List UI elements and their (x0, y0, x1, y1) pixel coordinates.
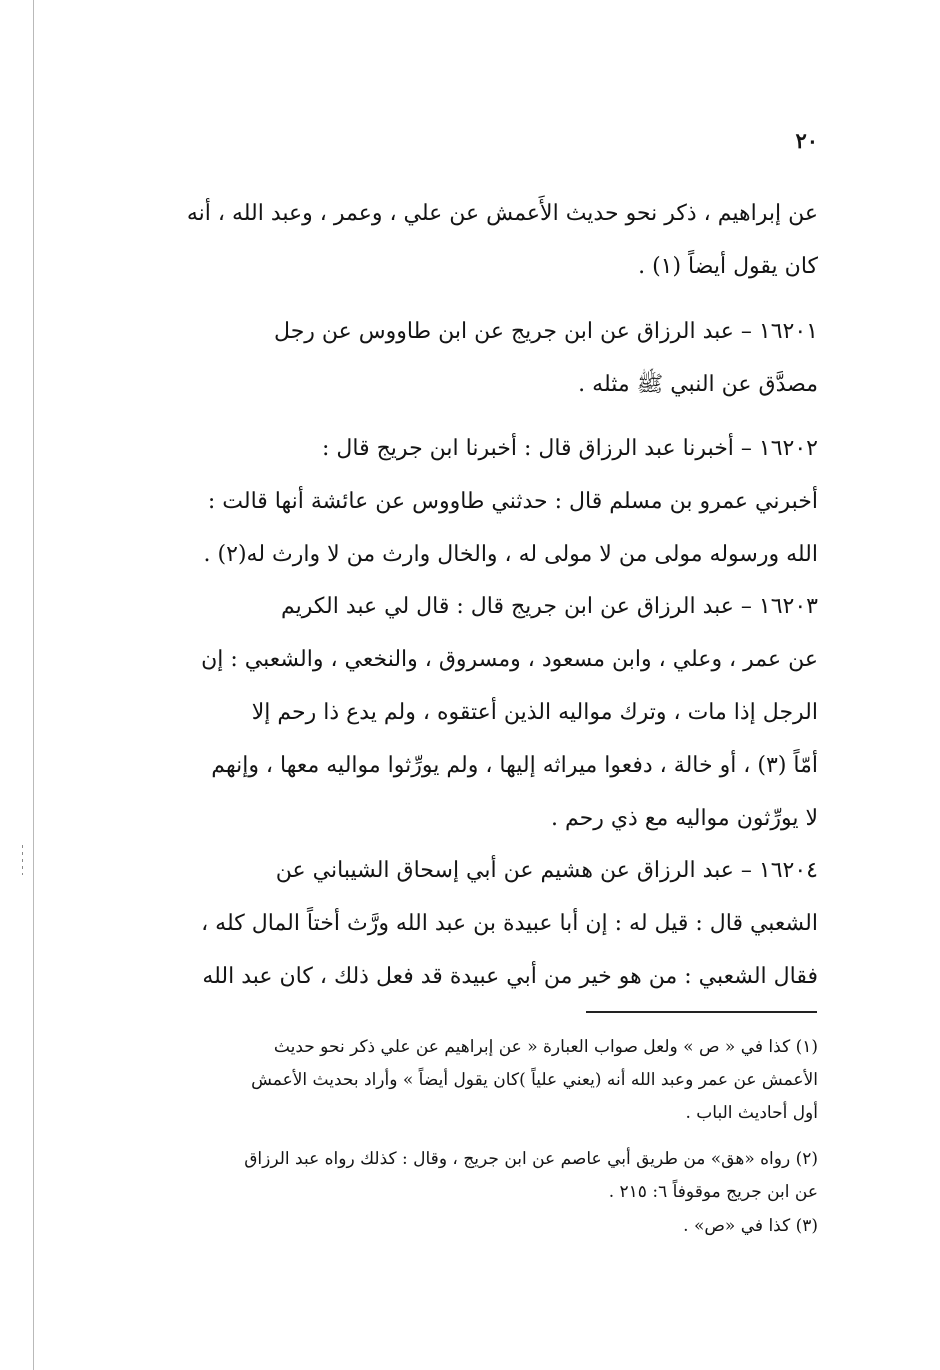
text-line: ١٦٢٠٣ – عبد الرزاق عن ابن جريج قال : قال لي عبد الكريم (280, 594, 818, 619)
hadith-16201 (140, 305, 818, 411)
text-line: كان يقول أيضاً (١) . (638, 254, 818, 279)
footnote-line: عن ابن جريج موقوفاً ٦: ٢١٥ . (608, 1182, 818, 1202)
text-line: الشعبي قال : قيل له : إن أبا عبيدة بن عبد الله ورَّث أختاً المال كله ، (201, 911, 818, 936)
text-line: لا يورِّثون مواليه مع ذي رحم . (550, 806, 818, 831)
text-line: فقال الشعبي : من هو خير من أبي عبيدة قد فعل ذلك ، كان عبد الله (202, 964, 818, 989)
footnote-line: (٢) رواه «هق» من طريق أبي عاصم عن ابن جريج ، وقال : كذلك رواه عبد الرزاق (244, 1149, 818, 1169)
footnote-line: أول أحاديث الباب . (685, 1103, 818, 1123)
footnote-1 (140, 1031, 818, 1130)
footnote-2 (140, 1143, 818, 1209)
text-line: الله ورسوله مولى من لا مولى له ، والخال وارث من لا وارث له(٢) . (203, 542, 818, 567)
text-line: ١٦٢٠٢ – أخبرنا عبد الرزاق قال : أخبرنا ابن جريج قال : (322, 436, 818, 461)
hadith-16202 (140, 422, 818, 581)
hadith-16204 (140, 844, 818, 1003)
text-line: عن إبراهيم ، ذكر نحو حديث الأَعمش عن علي ، وعمر ، وعبد الله ، أنه (186, 201, 818, 226)
text-line: ١٦٢٠١ – عبد الرزاق عن ابن جريج عن ابن طاووس عن رجل (274, 319, 818, 344)
text-line: الرجل إذا مات ، وترك مواليه الذين أعتقوه ، ولم يدع ذا رحم إلا (251, 700, 818, 725)
footnote-line: (١) كذا في « ص » ولعل صواب العبارة « عن إبراهيم عن علي ذكر نحو حديث (273, 1037, 818, 1057)
footnote-line: (٣) كذا في «ص» . (683, 1216, 818, 1236)
page-number: ٢٠ (795, 128, 818, 153)
footnote-separator (586, 1011, 817, 1013)
text-line: ١٦٢٠٤ – عبد الرزاق عن هشيم عن أبي إسحاق الشيباني عن (275, 858, 818, 883)
page-edge-mark (22, 845, 23, 875)
page-edge-line (33, 0, 34, 1370)
hadith-16203 (140, 580, 818, 845)
text-line: أخبرني عمرو بن مسلم قال : حدثني طاووس عن عائشة أنها قالت : (207, 489, 818, 514)
paragraph-continuation (140, 187, 818, 293)
text-line: أمّاً (٣) ، أو خالة ، دفعوا ميراثه إليها ، ولم يورِّثوا مواليه معها ، وإنهم (211, 753, 818, 778)
footnote-3 (140, 1210, 818, 1243)
text-line: مصدَّق عن النبي ﷺ مثله . (578, 372, 818, 397)
footnote-line: الأعمش عن عمر وعبد الله أنه (يعني علياً )كان يقول أيضاً » وأراد بحديث الأعمش (251, 1070, 818, 1090)
text-line: عن عمر ، وعلي ، وابن مسعود ، ومسروق ، والنخعي ، والشعبي : إن (201, 647, 818, 672)
